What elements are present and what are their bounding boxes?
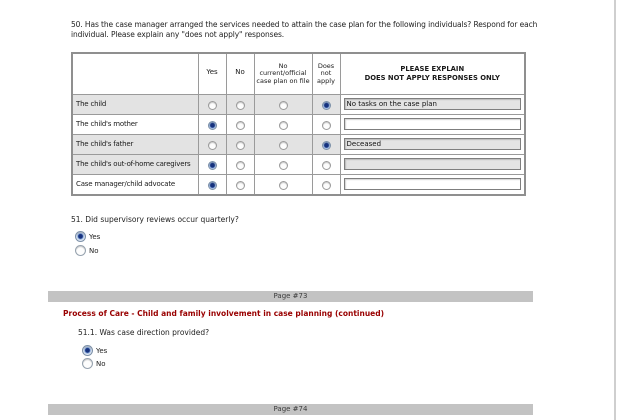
header-please-explain	[340, 53, 525, 94]
radio-no-case-plan[interactable]	[279, 121, 288, 130]
question-50-text: 50. Has the case manager arranged the services needed to attain the case plan for the following individuals? Respond for each individual. Please explain any "does not apply" responses.	[71, 20, 538, 39]
radio-yes[interactable]	[208, 141, 217, 150]
radio-does-not-apply[interactable]	[322, 181, 331, 190]
radio-no-case-plan[interactable]	[279, 141, 288, 150]
header-yes: Yes	[198, 53, 226, 94]
radio-no[interactable]	[236, 161, 245, 170]
radio-does-not-apply[interactable]	[322, 161, 331, 170]
radio-no[interactable]	[236, 141, 245, 150]
radio-no-case-plan[interactable]	[279, 101, 288, 110]
radio-yes[interactable]	[208, 161, 217, 170]
table-row	[72, 134, 525, 154]
radio-no[interactable]	[236, 121, 245, 130]
option-label-no: No	[89, 246, 99, 255]
explain-input[interactable]	[344, 178, 522, 190]
radio-yes[interactable]	[208, 181, 217, 190]
option-row-no	[82, 358, 106, 369]
option-label-no: No	[96, 359, 106, 368]
option-label-yes: Yes	[89, 232, 101, 241]
question-50-table	[71, 52, 526, 196]
page-bar-74: Page #74	[48, 404, 533, 415]
header-does-not-apply: Does not apply	[312, 53, 340, 94]
explain-input[interactable]	[344, 98, 522, 110]
radio-does-not-apply[interactable]	[322, 141, 331, 150]
radio-no-case-plan[interactable]	[279, 161, 288, 170]
frame-right-edge	[614, 0, 616, 420]
row-label-case-manager-advocate: Case manager/child advocate	[72, 174, 198, 195]
radio-yes[interactable]	[82, 345, 93, 356]
radio-no-case-plan[interactable]	[279, 181, 288, 190]
option-label-yes: Yes	[96, 346, 108, 355]
row-label-the-child: The child	[72, 94, 198, 114]
page-bar-73: Page #73	[48, 291, 533, 302]
radio-does-not-apply[interactable]	[322, 101, 331, 110]
table-row	[72, 154, 525, 174]
explain-input[interactable]	[344, 118, 522, 130]
radio-yes[interactable]	[75, 231, 86, 242]
section-heading: Process of Care - Child and family involvement in case planning (continued)	[63, 309, 385, 318]
header-no: No	[226, 53, 254, 94]
radio-no[interactable]	[236, 101, 245, 110]
radio-no[interactable]	[75, 245, 86, 256]
header-explain-line2: DOES NOT APPLY RESPONSES ONLY	[364, 73, 500, 82]
header-no-case-plan: No current/official case plan on file	[254, 53, 312, 94]
table-header-row	[72, 53, 525, 94]
option-row-yes	[82, 345, 107, 356]
table-row	[72, 174, 525, 195]
option-row-yes	[75, 231, 100, 242]
header-explain-line1: PLEASE EXPLAIN	[400, 65, 465, 74]
table-row	[72, 94, 525, 114]
radio-yes[interactable]	[208, 121, 217, 130]
radio-no[interactable]	[82, 358, 93, 369]
option-row-no	[75, 245, 99, 256]
question-51-text: 51. Did supervisory reviews occur quarterly?	[71, 215, 239, 224]
question-51-1-text: 51.1. Was case direction provided?	[78, 328, 210, 337]
row-label-out-of-home-caregivers: The child's out-of-home caregivers	[72, 154, 198, 174]
explain-input[interactable]	[344, 138, 522, 150]
row-label-childs-father: The child's father	[72, 134, 198, 154]
explain-input[interactable]	[344, 158, 522, 170]
row-label-childs-mother: The child's mother	[72, 114, 198, 134]
radio-no[interactable]	[236, 181, 245, 190]
table-row	[72, 114, 525, 134]
header-blank-cell	[72, 53, 198, 94]
radio-does-not-apply[interactable]	[322, 121, 331, 130]
radio-yes[interactable]	[208, 101, 217, 110]
